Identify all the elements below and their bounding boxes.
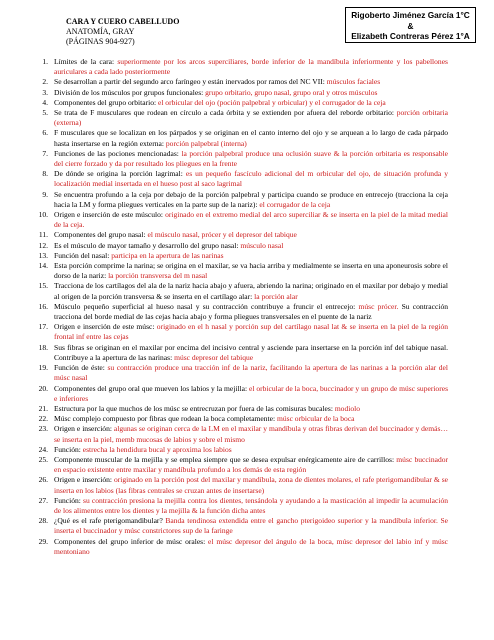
question-item: [28, 384, 448, 404]
answer-text: originado en el extremo medial del arco superciliar & se inserta en la piel de la mitad medial de la ceja.: [54, 210, 448, 230]
question-item: [28, 169, 448, 189]
answer-text: músc orbicular de la boca: [276, 414, 355, 424]
question-text: Tracciona de los cartílagos del ala de la nariz hacia abajo y afuera, abriendo la narina; originado en el maxilar por debajo y medial al origen de la porción transversa & se inserta en el cartílago alar:: [54, 281, 448, 301]
item-number: 1.: [42, 57, 48, 66]
question-item: [28, 230, 448, 240]
item-number: 25.: [38, 454, 48, 464]
question-item: [28, 149, 448, 169]
question-item: [28, 516, 448, 536]
question-item: [28, 88, 448, 98]
item-number: 9.: [42, 189, 48, 199]
answer-text: grupo orbitario, grupo nasal, grupo oral y otros músculos: [205, 87, 378, 97]
question-item: [28, 108, 448, 128]
question-item: [28, 210, 448, 230]
item-number: 27.: [38, 495, 48, 505]
question-item: [28, 190, 448, 210]
question-text: Origen e inserción de este músc:: [54, 322, 157, 332]
answer-text: músc depresor del tabique: [174, 352, 254, 362]
answer-text: porción palpebral (interna): [165, 138, 247, 148]
question-item: [28, 128, 448, 148]
question-item: [28, 404, 448, 414]
answer-text: músc prócer.: [358, 301, 399, 311]
question-text: Se encuentra profundo a la ceja por debajo de la porción palpebral y participa cuando se produce en entrecejo (tracciona la ceja hacia la LM y forma pliegues verticales en la parte sup de la nariz):: [54, 189, 448, 209]
author-name-2: Elizabeth Contreras Pérez 1°A: [351, 31, 470, 42]
question-text: Origen e inserción:: [54, 475, 114, 485]
question-text: Componente muscular de la mejilla y se emplea siempre que se desea expulsar enérgicamente aire de carrillos:: [54, 454, 397, 464]
question-text: Sus fibras se originan en el maxilar por encima del incisivo central y asciende para insertarse en la porción inf del tabique nasal. Contribuye a la apertura de las narinas:: [54, 342, 448, 362]
item-number: 22.: [38, 414, 48, 424]
question-text: Componentes del grupo orbitario:: [54, 97, 158, 107]
question-text: Límites de la cara:: [54, 57, 118, 66]
question-text: Componentes del grupo oral que mueven los labios y la mejilla:: [54, 383, 250, 393]
question-item: [28, 455, 448, 475]
item-number: 16.: [38, 301, 48, 311]
document-title: CARA Y CUERO CABELLUDO: [66, 17, 180, 26]
item-number: 12.: [38, 240, 48, 250]
answer-text: el orbicular del ojo (poción palpebral y orbicular) y el corrugador de la ceja: [157, 97, 386, 107]
question-item: [28, 343, 448, 363]
question-text: Funciones de las pociones mencionadas:: [54, 148, 182, 158]
answer-text: originado en la porción post del maxilar y mandíbula, zona de dientes molares, el rafe pterigomandibular & se inserta en los labios (las fibras centrales se cruzan antes de insertarse): [54, 475, 448, 495]
question-text: Componentes del grupo nasal:: [54, 230, 148, 240]
question-item: [28, 363, 448, 383]
header-pages: (PÁGINAS 904-927): [66, 37, 135, 46]
continuation-text: Su contracción tracciona del borde medial de las cejas hacia abajo y forma pliegues transversales en el puente de la nariz: [54, 301, 448, 322]
answer-text: el corrugador de la ceja: [259, 199, 331, 209]
answer-text: la porción alar: [254, 291, 298, 301]
answer-text: su contracción presiona la mejilla contra los dientes, tensándola y ayudando a la masticación al impedir la acumulación de los alimentos entre los dientes y la mejilla & la función dicha antes: [54, 495, 448, 515]
question-text: Origen e inserción de este músculo:: [54, 210, 166, 220]
header-source: ANATOMÍA, GRAY: [66, 27, 135, 36]
answer-text: músculos faciales: [326, 77, 381, 87]
item-number: 21.: [38, 403, 48, 413]
question-text: Función:: [54, 444, 83, 454]
answer-text: la porción transversa del m nasal: [108, 271, 208, 281]
question-item: [28, 322, 448, 342]
item-number: 26.: [38, 475, 48, 485]
answer-text: Banda tendinosa extendida entre el gancho pterigoideo superior y la mandíbula inferior. Se inserta el buccinador y músc constrictores sup de la faringe: [54, 516, 448, 536]
item-number: 6.: [42, 128, 48, 138]
question-text: Función de éste:: [54, 363, 108, 373]
question-text: ¿Qué es el rafe pterigomandibular?: [54, 516, 166, 526]
author-ampersand: &: [407, 20, 414, 31]
answer-text: músc buccinador en espacio existente entre maxilar y mandíbula profundo a los demás de esta región: [54, 454, 448, 475]
question-item: [28, 302, 448, 322]
answer-text: participa en la apertura de las narinas: [111, 250, 224, 260]
item-number: 20.: [38, 383, 48, 393]
question-text: Origen e inserción:: [54, 424, 114, 434]
question-item: [28, 424, 448, 444]
item-number: 4.: [42, 97, 48, 107]
question-text: De dónde se origina la porción lagrimal:: [54, 169, 186, 179]
question-text: Es el músculo de mayor tamaño y desarrollo del grupo nasal:: [54, 240, 241, 250]
question-item: [28, 537, 448, 557]
item-number: 28.: [38, 516, 48, 526]
question-item: [28, 281, 448, 301]
item-number: 15.: [38, 281, 48, 291]
question-text: Función del nasal:: [54, 250, 112, 260]
item-number: 2.: [42, 77, 48, 87]
item-number: 24.: [38, 444, 48, 454]
answer-text: es un pequeño fascículo adicional del m orbicular del ojo, de situación profunda y localización medial insertada en el hueso post al saco lagrimal: [54, 169, 449, 189]
answer-text: originado en el h nasal y porción sup del cartílago nasal lat & se inserta en la piel de la región frontal inf entre las cejas: [54, 322, 448, 342]
answer-text: porción orbitaria (externa): [54, 108, 448, 128]
question-item: [28, 251, 448, 261]
question-item: [28, 241, 448, 251]
answer-text: músculo nasal: [240, 240, 284, 250]
question-list: [28, 57, 448, 557]
question-item: [28, 496, 448, 516]
answer-text: el orbicular de la boca, buccinador y un grupo de músc superiores e inferiores: [54, 383, 449, 403]
item-number: 7.: [42, 148, 48, 158]
item-number: 3.: [42, 87, 48, 97]
question-text: Componentes del grupo inferior de músc orales:: [54, 536, 209, 546]
authors-box: [345, 7, 476, 43]
question-text: Músculo pequeño superficial al hueso nasal y su contracción contribuye a fruncir el entrecejo:: [54, 301, 359, 311]
question-text: Se desarrollan a partir del segundo arco faríngeo y están inervados por ramos del NC VII:: [54, 77, 327, 87]
question-item: [28, 445, 448, 455]
question-text: Esta porción comprime la narina; se origina en el maxilar, se va hacia arriba y medialmente se inserta en una aponeurosis sobre el dorso de la nariz:: [54, 261, 448, 281]
answer-text: la porción palpebral produce una oclusión suave & la porción orbitaria es responsable del cierre forzado y da por resultado los pliegues en la frente: [54, 148, 448, 169]
item-number: 17.: [38, 322, 48, 332]
question-text: División de los músculos por grupos funcionales:: [54, 87, 206, 97]
answer-text: su contracción produce una tracción inf de la nariz, facilitando la apertura de las narinas a la porción alar del músc nasal: [54, 363, 448, 383]
item-number: 29.: [38, 536, 48, 546]
question-item: [28, 475, 448, 495]
answer-text: algunas se originan cerca de la LM en el maxilar y mandíbula y otras fibras derivan del buccinador y demás… se inserta en la piel, memb mucosas de labios y sobre el mismo: [54, 424, 448, 444]
document-header: [66, 17, 266, 47]
answer-text: superiormente por los arcos superciliares, borde inferior de la mandíbula inferiormente y los pabellones auriculares a cada lado posteriormente: [54, 57, 448, 77]
item-number: 10.: [38, 210, 48, 220]
item-number: 18.: [38, 342, 48, 352]
item-number: 13.: [38, 250, 48, 260]
question-item: [28, 77, 448, 87]
answer-text: estrecha la hendidura bucal y aproxima los labios: [82, 444, 232, 454]
item-number: 11.: [38, 230, 48, 240]
question-text: Estructura por la que muchos de los músc se entrecruzan por fuera de las comisuras bucales:: [54, 403, 335, 413]
question-item: [28, 261, 448, 281]
item-number: 8.: [42, 169, 48, 179]
answer-text: el músculo nasal, prócer y el depresor del tabique: [147, 230, 297, 240]
item-number: 14.: [38, 261, 48, 271]
question-text: Función:: [54, 495, 84, 505]
author-name-1: Rigoberto Jiménez García 1°C: [351, 10, 470, 20]
question-item: [28, 57, 448, 77]
question-item: [28, 98, 448, 108]
question-text: F musculares que se localizan en los párpados y se originan en el canto interno del ojo y se arquean a lo largo de cada párpado hasta insertarse en la región externa:: [54, 128, 448, 148]
item-number: 5.: [42, 108, 48, 118]
answer-text: modiolo: [334, 403, 360, 413]
question-text: Músc complejo compuesto por fibras que rodean la boca completamente:: [54, 414, 277, 424]
item-number: 23.: [38, 424, 48, 434]
answer-text: el músc depresor del ángulo de la boca, músc depresor del labio inf y músc mentoniano: [54, 536, 448, 556]
question-item: [28, 414, 448, 424]
item-number: 19.: [38, 363, 48, 373]
question-text: Se trata de F musculares que rodean en círculo a cada órbita y se extienden por afuera del reborde orbitario:: [54, 108, 397, 118]
